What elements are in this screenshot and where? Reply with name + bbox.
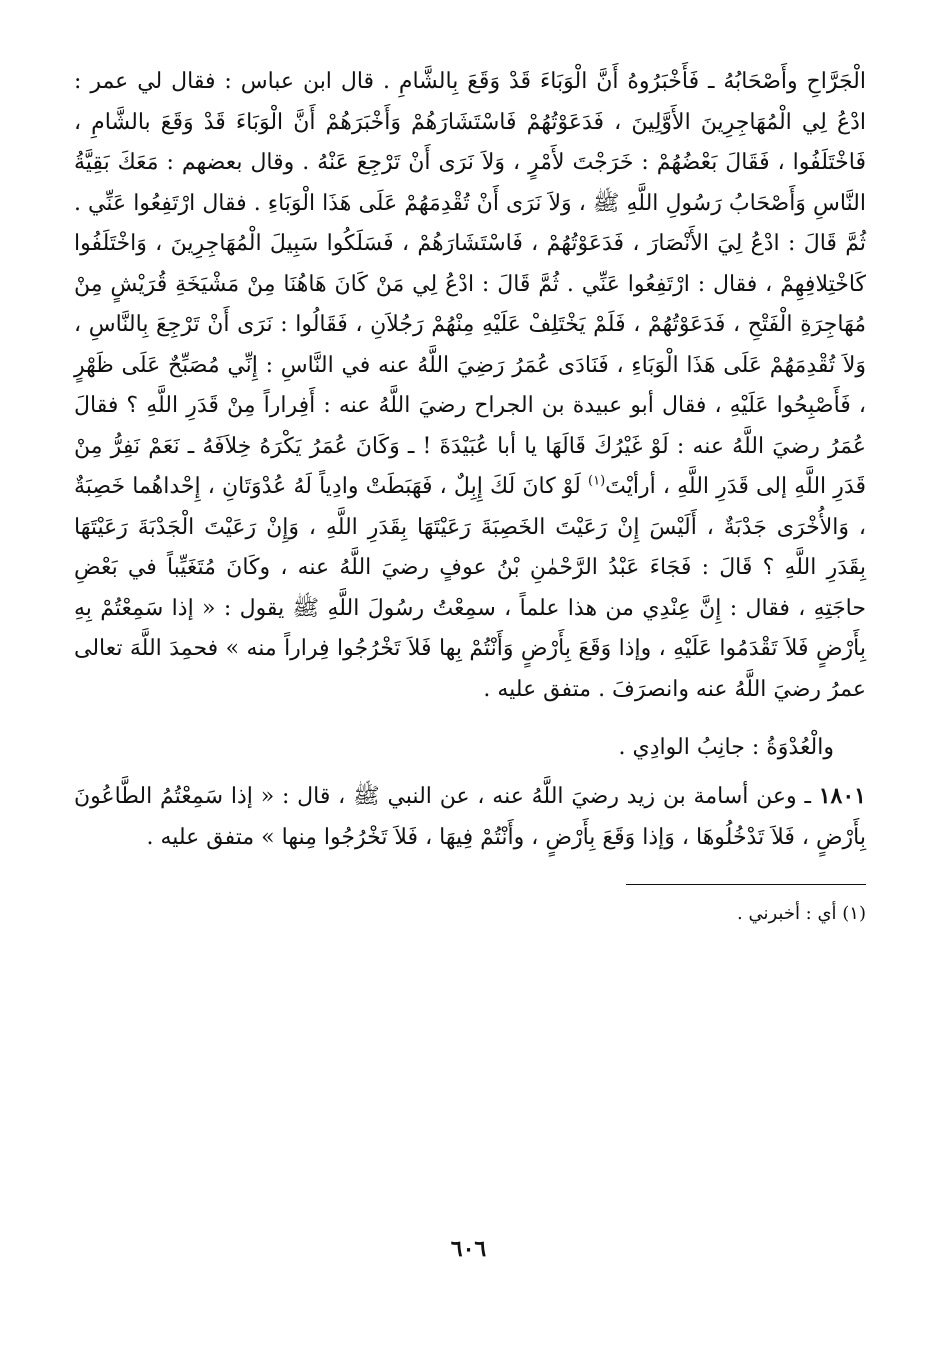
body-text-part-1: الْجَرَّاحِ وأَصْحَابُهُ ـ فَأَخْبَرُوهُ أَنَّ الْوَبَاءَ قَدْ وَقَعَ بِالشَّامِ . قال ابن عباس : فقال لي عمر : ادْعُ لِي الْمُهَاجِرِينَ الأَوَّلِينَ ، فَدَعَوْتُهُمْ فَاسْتَشَارَهُمْ وَأَخْبَرَهُمْ أَنَّ الْوَبَاءَ قَدْ وَقَعَ بالشَّامِ ، فَاخْتَلَفُوا ، فَقَالَ بَعْضُهُمْ : خَرَجْتَ لأَمْرٍ ، وَلاَ نَرَى أَنْ تَرْجِعَ عَنْهُ . وقال بعضهم : مَعَكَ بَقِيَّةُ النَّاسِ وَأَصْحَابُ رَسُولِ اللَّهِ ﷺ ، وَلاَ نَرَى أَنْ تُقْدِمَهُمْ عَلَى هَذَا الْوَبَاءِ . فقال ارْتَفِعُوا عَنِّي . ثُمَّ قَالَ : ادْعُ لِيَ الأَنْصَارَ ، فَدَعَوْتُهُمْ ، فَاسْتَشَارَهُمْ ، فَسَلَكُوا سَبِيلَ الْمُهَاجِرِينَ ، وَاخْتَلَفُوا كَاخْتِلافِهِمْ ، فقال : ارْتَفِعُوا عَنِّي . ثُمَّ قَالَ : ادْعُ لِي مَنْ كَانَ هَاهُنَا مِنْ مَشْيَخَةِ قُرَيْشٍ مِنْ مُهَاجِرَةِ الْفَتْحِ ، فَدَعَوْتُهُمْ ، فَلَمْ يَخْتَلِفْ عَلَيْهِ مِنْهُمْ رَجُلاَنِ ، فَقَالُوا : نَرَى أَنْ تَرْجِعَ بِالنَّاسِ ، وَلاَ تُقْدِمَهُمْ عَلَى هَذَا الْوَبَاءِ ، فَنَادَى عُمَرُ رَضِيَ اللَّهُ عنه في النَّاسِ : إِنِّي مُصَبِّحٌ عَلَى ظَهْرٍ ، فَأَصْبِحُوا عَلَيْهِ ، فقال أبو عبيدة بن الجراح رضيَ اللَّهُ عنه : أَفِراراً مِنْ قَدَرِ اللَّهِ ؟ فقالَ عُمَرُ رضيَ اللَّهُ عنه : لَوْ غَيْرُكَ قَالَهَا يا أبا عُبَيْدَةَ ! ـ وَكَانَ عُمَرُ يَكْرَهُ خِلاَفَهُ ـ نَعَمْ نَفِرُّ مِنْ قَدَرِ اللَّهِ إلى قَدَرِ اللَّهِ ، أرأيْتَ: [74, 69, 866, 499]
body-text-part-2: لَوْ كانَ لَكَ إِبِلٌ ، فَهَبَطَتْ وادِياً لَهُ عُدْوَتَانِ ، إِحْداهُما خَصِبَةٌ ، وَالأُخْرَى جَدْبَةٌ ، أَلَيْسَ إِنْ رَعَيْتَ الخَصِبَةَ رَعَيْتَهَا بِقَدَرِ اللَّهِ ، وَإِنْ رَعَيْتَ الْجَدْبَةَ رَعَيْتَهَا بِقَدَرِ اللَّهِ ؟ قَالَ : فَجَاءَ عَبْدُ الرَّحْمٰنِ بْنُ عوفٍ رضيَ اللَّهُ عنه ، وكَانَ مُتَغَيِّباً في بَعْضِ حاجَتِهِ ، فقال : إِنَّ عِنْدِي من هذا علماً ، سمِعْتُ رسُولَ اللَّهِ ﷺ يقول : « إذا سَمِعْتُمْ بِهِ بِأَرْضٍ فَلاَ تَقْدَمُوا عَلَيْهِ ، وإذا وَقَعَ بِأَرْضٍ وَأَنْتُمْ بِها فَلاَ تَخْرُجُوا فِراراً منه » فحمِدَ اللَّهَ تعالى عمرُ رضيَ اللَّهُ عنه وانصرَفَ . متفق عليه .: [74, 474, 867, 702]
footnote-marker: (١): [588, 473, 606, 489]
hadith-text: ـ وعن أسامة بن زيد رضيَ اللَّهُ عنه ، عن النبي ﷺ ، قال : « إذا سَمِعْتُمُ الطَّاعُونَ بِأَرْضٍ ، فَلاَ تَدْخُلُوهَا ، وَإذا وَقَعَ بِأَرْضٍ ، وأَنْتُمْ فِيهَا ، فَلاَ تَخْرُجُوا مِنها » متفق عليه .: [74, 784, 866, 850]
footnote-separator: [626, 884, 866, 885]
hadith-number: ١٨٠١: [818, 783, 866, 809]
page-content: [74, 62, 866, 929]
hadith-1801: [74, 776, 866, 858]
page-number: ٦٠٦: [450, 1236, 487, 1262]
main-body-text: [74, 62, 866, 710]
footnote: (١) أي : أخبرني .: [737, 903, 866, 924]
hadith-1800-continuation: [74, 62, 866, 710]
gloss-line: والْعُدْوَةُ : جانِبُ الوادِي .: [618, 735, 834, 760]
